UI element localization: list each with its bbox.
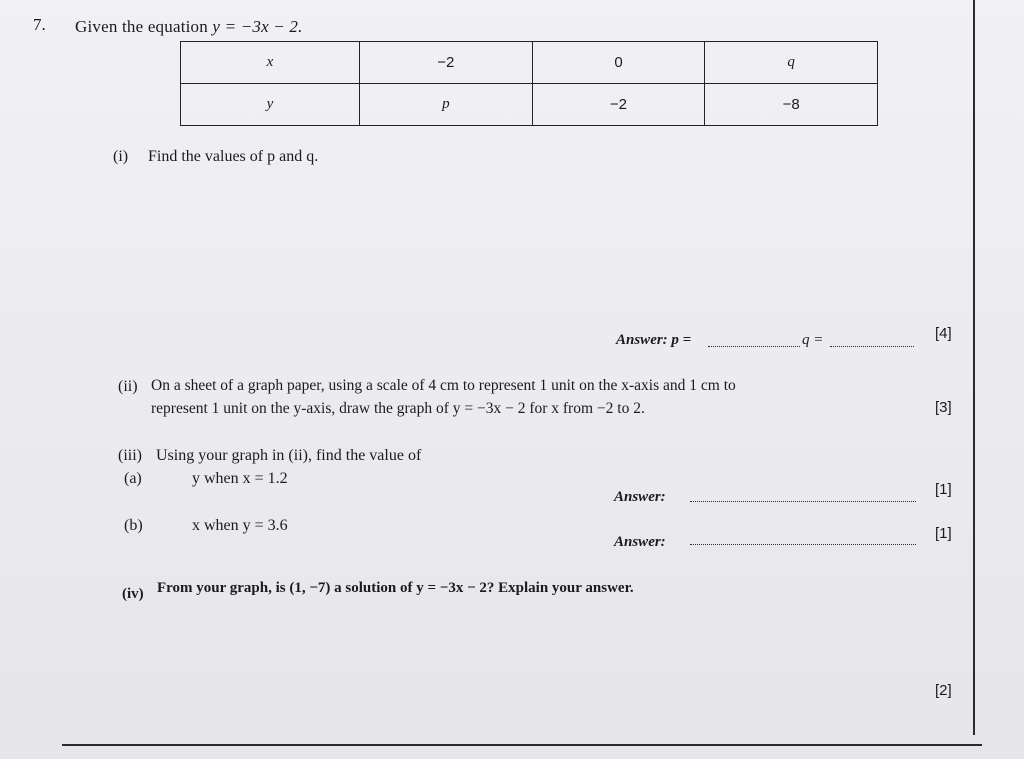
stem-prefix: Given the equation: [75, 17, 213, 36]
part-i-answer-p-field[interactable]: [708, 346, 800, 347]
bottom-rule: [62, 744, 982, 746]
question-stem: [75, 17, 303, 37]
part-iii-a-answer-label: Answer:: [614, 489, 666, 505]
table-header-x: x: [181, 42, 360, 84]
values-table: [180, 41, 878, 126]
part-iv-marks: [2]: [935, 682, 952, 699]
part-iii-a-answer-field[interactable]: [690, 501, 916, 502]
part-iii-b-answer-field[interactable]: [690, 544, 916, 545]
part-iii-b-label: (b): [124, 517, 143, 534]
part-iii-label: (iii): [118, 447, 142, 464]
part-i-label: (i): [113, 148, 129, 165]
table-cell-q: q: [705, 42, 878, 84]
part-ii-label: (ii): [118, 378, 138, 395]
table-cell: −2: [360, 42, 533, 84]
table-cell: 0: [532, 42, 705, 84]
part-ii-marks: [3]: [935, 399, 952, 416]
part-i-answer-q-field[interactable]: [830, 346, 914, 347]
part-i-text: Find the values of p and q.: [148, 148, 319, 165]
part-iv-label: (iv): [122, 586, 144, 602]
table-row-x: [181, 42, 878, 84]
part-iii-text: Using your graph in (ii), find the value of: [156, 447, 422, 464]
part-iv-text: From your graph, is (1, −7) a solution of y = −3x − 2? Explain your answer.: [157, 580, 634, 596]
part-iii-a-label: (a): [124, 470, 142, 487]
table-cell: −8: [705, 84, 878, 126]
part-iii-b-text: x when y = 3.6: [192, 517, 288, 534]
part-iii-b-marks: [1]: [935, 525, 952, 542]
part-i-answer-q-label: q =: [802, 332, 824, 348]
part-ii-line1: On a sheet of a graph paper, using a scale of 4 cm to represent 1 unit on the x-axis and 1 cm to: [151, 377, 736, 394]
table-row-y: [181, 84, 878, 126]
stem-equation: y = −3x − 2.: [212, 17, 303, 36]
table-header-y: y: [181, 84, 360, 126]
part-i-marks: [4]: [935, 325, 952, 342]
part-ii-line2: represent 1 unit on the y-axis, draw the graph of y = −3x − 2 for x from −2 to 2.: [151, 400, 645, 417]
question-number: 7.: [33, 15, 46, 34]
part-iii-a-text: y when x = 1.2: [192, 470, 288, 487]
part-iii-b-answer-label: Answer:: [614, 534, 666, 550]
part-i-answer-p-label: Answer: p =: [616, 332, 692, 348]
table-cell-p: p: [360, 84, 533, 126]
table-cell: −2: [532, 84, 705, 126]
part-iii-a-marks: [1]: [935, 481, 952, 498]
right-margin-line: [973, 0, 975, 735]
